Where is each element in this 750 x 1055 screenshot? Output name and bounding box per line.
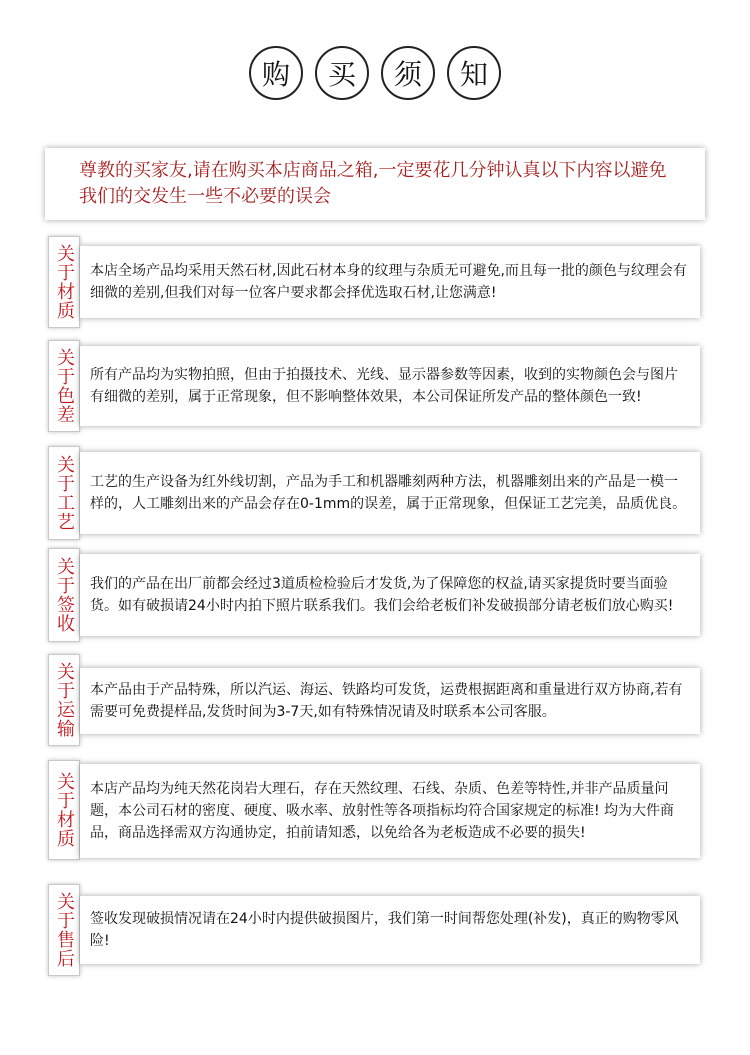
section-text-content: 所有产品均为实物拍照，但由于拍摄技术、光线、显示器参数等因素，收到的实物颜色会与图片有细微的差别，属于正常现象，但不影响整体效果，本公司保证所发产品的整体颜色一致! xyxy=(90,367,678,405)
section-text-content: 签收发现破损情况请在24小时内提供破损图片，我们第一时间帮您处理(补发)，真正的购物零风险! xyxy=(90,911,679,949)
page-title xyxy=(0,46,750,100)
section-text-content: 本店产品均为纯天然花岗岩大理石，存在天然纹理、石线、杂质、色差等特性,并非产品质量问题，本公司石材的密度、硬度、吸水率、放射性等各项指标均符合国家规定的标准! 均为大件商品，商品选择需双方沟通协定，拍前请知悉，以免给各为老板造成不必要的损失! xyxy=(90,781,675,841)
section-text-content: 我们的产品在出厂前都会经过3道质检检验后才发货,为了保障您的权益,请买家提货时要当面验货。如有破损请24小时内拍下照片联系我们。我们会给老板们补发破损部分请老板们放心购买! xyxy=(90,576,674,614)
title-char: 买 xyxy=(315,46,369,100)
section-label: 关于签收 xyxy=(48,548,80,642)
section-label: 关于材质 xyxy=(48,236,80,328)
section-material-2 xyxy=(48,760,700,860)
section-text-content: 本产品由于产品特殊，所以汽运、海运、铁路均可发货，运费根据距离和重量进行双方协商,若有需要可免费提样品,发货时间为3-7天,如有特殊情况请及时联系本公司客服。 xyxy=(90,682,683,720)
section-text-content: 本店全场产品均采用天然石材,因此石材本身的纹理与杂质无可避免,而且每一批的颜色与纹理会有细微的差别,但我们对每一位客户要求都会择优选取石材,让您满意! xyxy=(90,263,687,301)
section-color-difference xyxy=(48,340,700,432)
section-text-content: 工艺的生产设备为红外线切割，产品为手工和机器雕刻两种方法，机器雕刻出来的产品是一模一样的，人工雕刻出来的产品会存在0-1mm的误差，属于正常现象，但保证工艺完美，品质优良。 xyxy=(90,474,687,512)
section-label: 关于材质 xyxy=(48,760,80,860)
section-text xyxy=(80,764,700,858)
section-label: 关于工艺 xyxy=(48,446,80,540)
section-text xyxy=(80,554,700,636)
section-text xyxy=(80,668,700,734)
section-after-sales xyxy=(48,884,700,976)
section-craft xyxy=(48,446,700,540)
section-receipt xyxy=(48,548,700,642)
section-text xyxy=(80,246,700,318)
section-text xyxy=(80,346,700,426)
title-char: 知 xyxy=(447,46,501,100)
title-char: 须 xyxy=(381,46,435,100)
section-label: 关于售后 xyxy=(48,884,80,976)
section-label: 关于运输 xyxy=(48,654,80,746)
title-char: 购 xyxy=(249,46,303,100)
section-shipping xyxy=(48,654,700,746)
section-text xyxy=(80,896,700,964)
section-material xyxy=(48,236,700,328)
section-text xyxy=(80,452,700,534)
section-label: 关于色差 xyxy=(48,340,80,432)
intro-notice: 尊教的买家友,请在购买本店商品之箱,一定要花几分钟认真以下内容以避免我们的交发生一些不必要的误会 xyxy=(45,148,705,220)
